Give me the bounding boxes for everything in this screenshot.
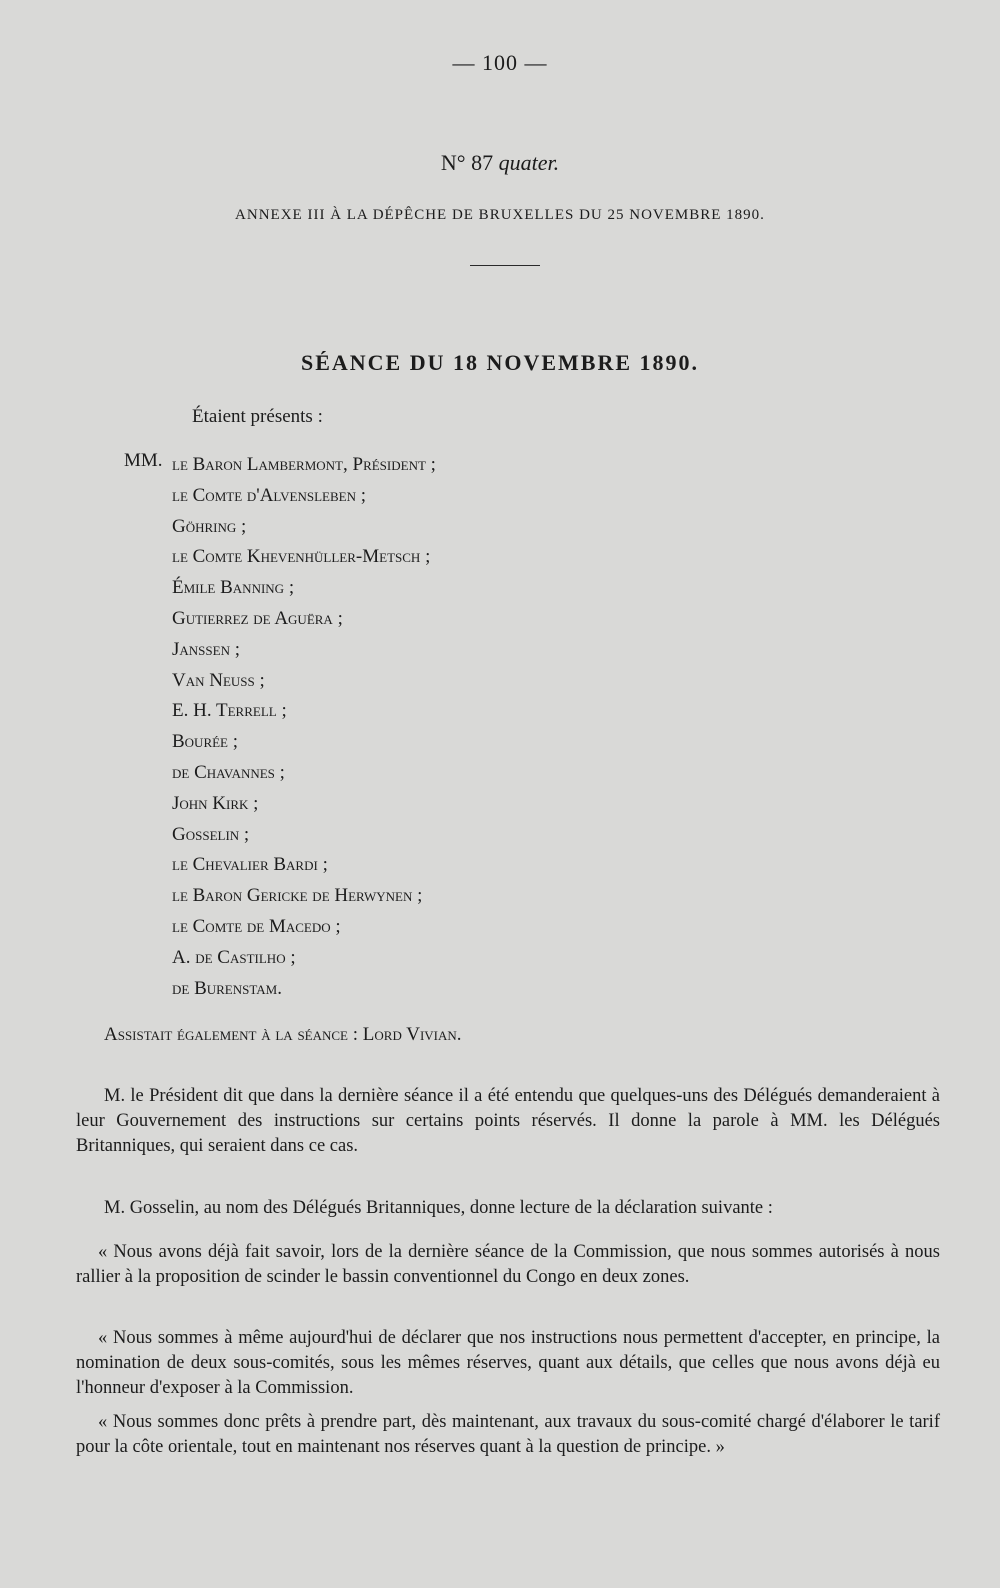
attendee: Van Neuss ; xyxy=(172,669,265,691)
declaration-paragraph-2: « Nous sommes à même aujourd'hui de déclarer que nos instructions nous permettent d'accepter, en principe, la nomination de deux sous-comités, sous les mêmes réserves, quant aux détails, que celles que nous avons déjà eu l'honneur d'exposer à la Commission. xyxy=(76,1328,940,1398)
session-title: SÉANCE DU 18 NOVEMBRE 1890. xyxy=(300,350,700,375)
attendee: le Chevalier Bardi ; xyxy=(172,854,328,876)
document-number-suffix: quater. xyxy=(498,150,560,175)
document-number-label: N° 87 xyxy=(440,150,494,175)
attendee: Gosselin ; xyxy=(172,823,250,845)
attendees-list xyxy=(172,450,436,1004)
president-paragraph: M. le Président dit que dans la dernière séance il a été entendu que quelques-uns des Délégués demanderaient à leur Gouvernement des instructions sur certains points réservés. Il donne la parole à MM. les Délégués Britanniques, qui seraient dans ce cas. xyxy=(76,1086,940,1156)
attendee: de Burenstam. xyxy=(172,977,282,999)
annex-heading: ANNEXE III À LA DÉPÊCHE DE BRUXELLES DU 25 NOVEMBRE 1890. xyxy=(235,207,765,223)
attendee: de Chavannes ; xyxy=(172,761,285,783)
attendee: le Comte Khevenhüller-Metsch ; xyxy=(172,546,431,568)
document-number xyxy=(0,150,1000,176)
divider-rule xyxy=(470,265,540,266)
attendee: le Baron Lambermont, Président ; xyxy=(172,454,436,475)
gosselin-paragraph: M. Gosselin, au nom des Délégués Britanniques, donne lecture de la déclaration suivante : xyxy=(104,1198,773,1218)
attendee: Janssen ; xyxy=(172,638,240,660)
mm-label: MM. xyxy=(124,450,163,471)
attendee: Émile Banning ; xyxy=(172,577,295,599)
attendee: le Comte de Macedo ; xyxy=(172,915,341,937)
attendee: A. de Castilho ; xyxy=(172,946,296,968)
attendee: le Baron Gericke de Herwynen ; xyxy=(172,885,423,907)
attendee: E. H. Terrell ; xyxy=(172,700,287,722)
page-number: — 100 — xyxy=(452,50,548,75)
attendee: Gutierrez de Aguëra ; xyxy=(172,607,343,629)
attendees-label: Étaient présents : xyxy=(192,406,323,427)
also-present: Assistait également à la séance : Lord Vivian. xyxy=(104,1024,462,1045)
declaration-paragraph-3: « Nous sommes donc prêts à prendre part, dès maintenant, aux travaux du sous-comité chargé d'élaborer le tarif pour la côte orientale, tout en maintenant nos réserves quant à la question de principe. » xyxy=(76,1412,940,1457)
attendee: John Kirk ; xyxy=(172,792,259,814)
attendee: le Comte d'Alvensleben ; xyxy=(172,484,367,506)
attendee: Bourée ; xyxy=(172,731,239,753)
declaration-paragraph-1: « Nous avons déjà fait savoir, lors de la dernière séance de la Commission, que nous sommes autorisés à nous rallier à la proposition de scinder le bassin conventionnel du Congo en deux zones. xyxy=(76,1242,940,1287)
attendee: Göhring ; xyxy=(172,515,247,537)
